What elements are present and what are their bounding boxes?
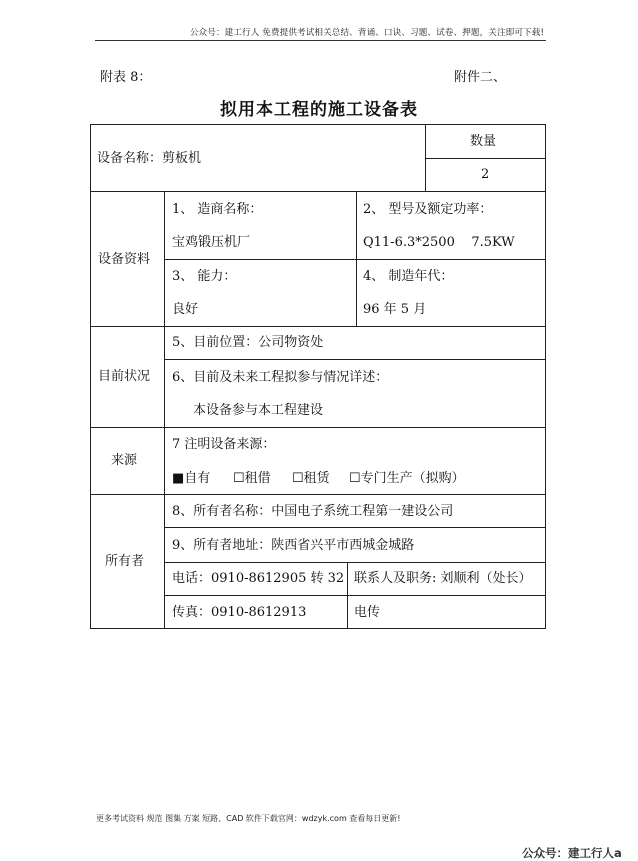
owner-phone: 电话：0910-8612905 转 32 (172, 571, 345, 586)
section-label-owner: 所有者 (105, 554, 145, 569)
row-line-device (91, 191, 546, 192)
header-rule (95, 40, 546, 41)
row-line-owner-1 (164, 527, 546, 528)
source-option-purchase: ☐专门生产（拟购） (349, 471, 465, 486)
capacity-value: 良好 (172, 302, 199, 317)
row-line-status (91, 427, 546, 428)
col-line-qty (425, 125, 426, 191)
annex-left-label: 附表 8： (100, 70, 152, 85)
year-label: 4、 制造年代： (363, 269, 454, 284)
header-note: 公众号：建工行人 免费提供考试相关总结、背诵、口诀、习题、试卷、押题，关注即可下载! (189, 28, 544, 38)
plan-label: 6、目前及未来工程拟参与情况详述： (172, 370, 389, 385)
year-value: 96 年 5 月 (363, 302, 427, 317)
maker-value: 宝鸡锻压机厂 (172, 235, 251, 250)
quantity-label: 数量 (470, 134, 497, 149)
col-line-label (164, 191, 165, 629)
watermark: 公众号：建工行人a (522, 846, 622, 860)
col-line-info-mid (356, 191, 357, 326)
source-option-leased: ☐租赁 (292, 471, 330, 486)
owner-fax: 传真：0910-8612913 (172, 605, 307, 620)
row-line-status-mid (164, 359, 546, 360)
row-line-owner-2 (164, 562, 546, 563)
section-label-source: 来源 (111, 453, 138, 468)
quantity-value: 2 (481, 167, 490, 182)
source-label: 7 注明设备来源： (172, 437, 276, 452)
source-option-owned: ■自有 (172, 471, 211, 486)
annex-right-label: 附件二、 (454, 70, 507, 85)
row-line-info-mid (164, 259, 546, 260)
model-label: 2、 型号及额定功率： (363, 202, 493, 217)
section-label-info: 设备资料 (98, 252, 151, 267)
device-name: 设备名称：剪板机 (97, 151, 202, 166)
capacity-label: 3、 能力： (172, 269, 237, 284)
document-title: 拟用本工程的施工设备表 (220, 100, 418, 120)
owner-name: 8、所有者名称：中国电子系统工程第一建设公司 (172, 504, 454, 519)
row-line-owner-3 (164, 595, 546, 596)
equipment-table (90, 124, 546, 629)
plan-value: 本设备参与本工程建设 (193, 403, 324, 418)
current-location: 5、目前位置：公司物资处 (172, 335, 324, 350)
model-value: Q11-6.3*2500 7.5KW (363, 235, 515, 250)
owner-address: 9、所有者地址：陕西省兴平市西城金城路 (172, 538, 415, 553)
section-label-status: 目前状况 (98, 369, 151, 384)
col-line-owner-mid (347, 562, 348, 629)
owner-telegraph: 电传 (354, 605, 381, 620)
footer-note: 更多考试资料 规范 图集 方案 短路、CAD 软件下载官网：wdzyk.com 查看每日更新! (96, 814, 401, 823)
maker-label: 1、 造商名称： (172, 202, 263, 217)
source-option-borrowed: ☐租借 (233, 471, 271, 486)
owner-contact: 联系人及职务: 刘顺利（处长） (354, 571, 532, 586)
row-line-source (91, 494, 546, 495)
row-line-qty (425, 158, 546, 159)
row-line-info (91, 326, 546, 327)
